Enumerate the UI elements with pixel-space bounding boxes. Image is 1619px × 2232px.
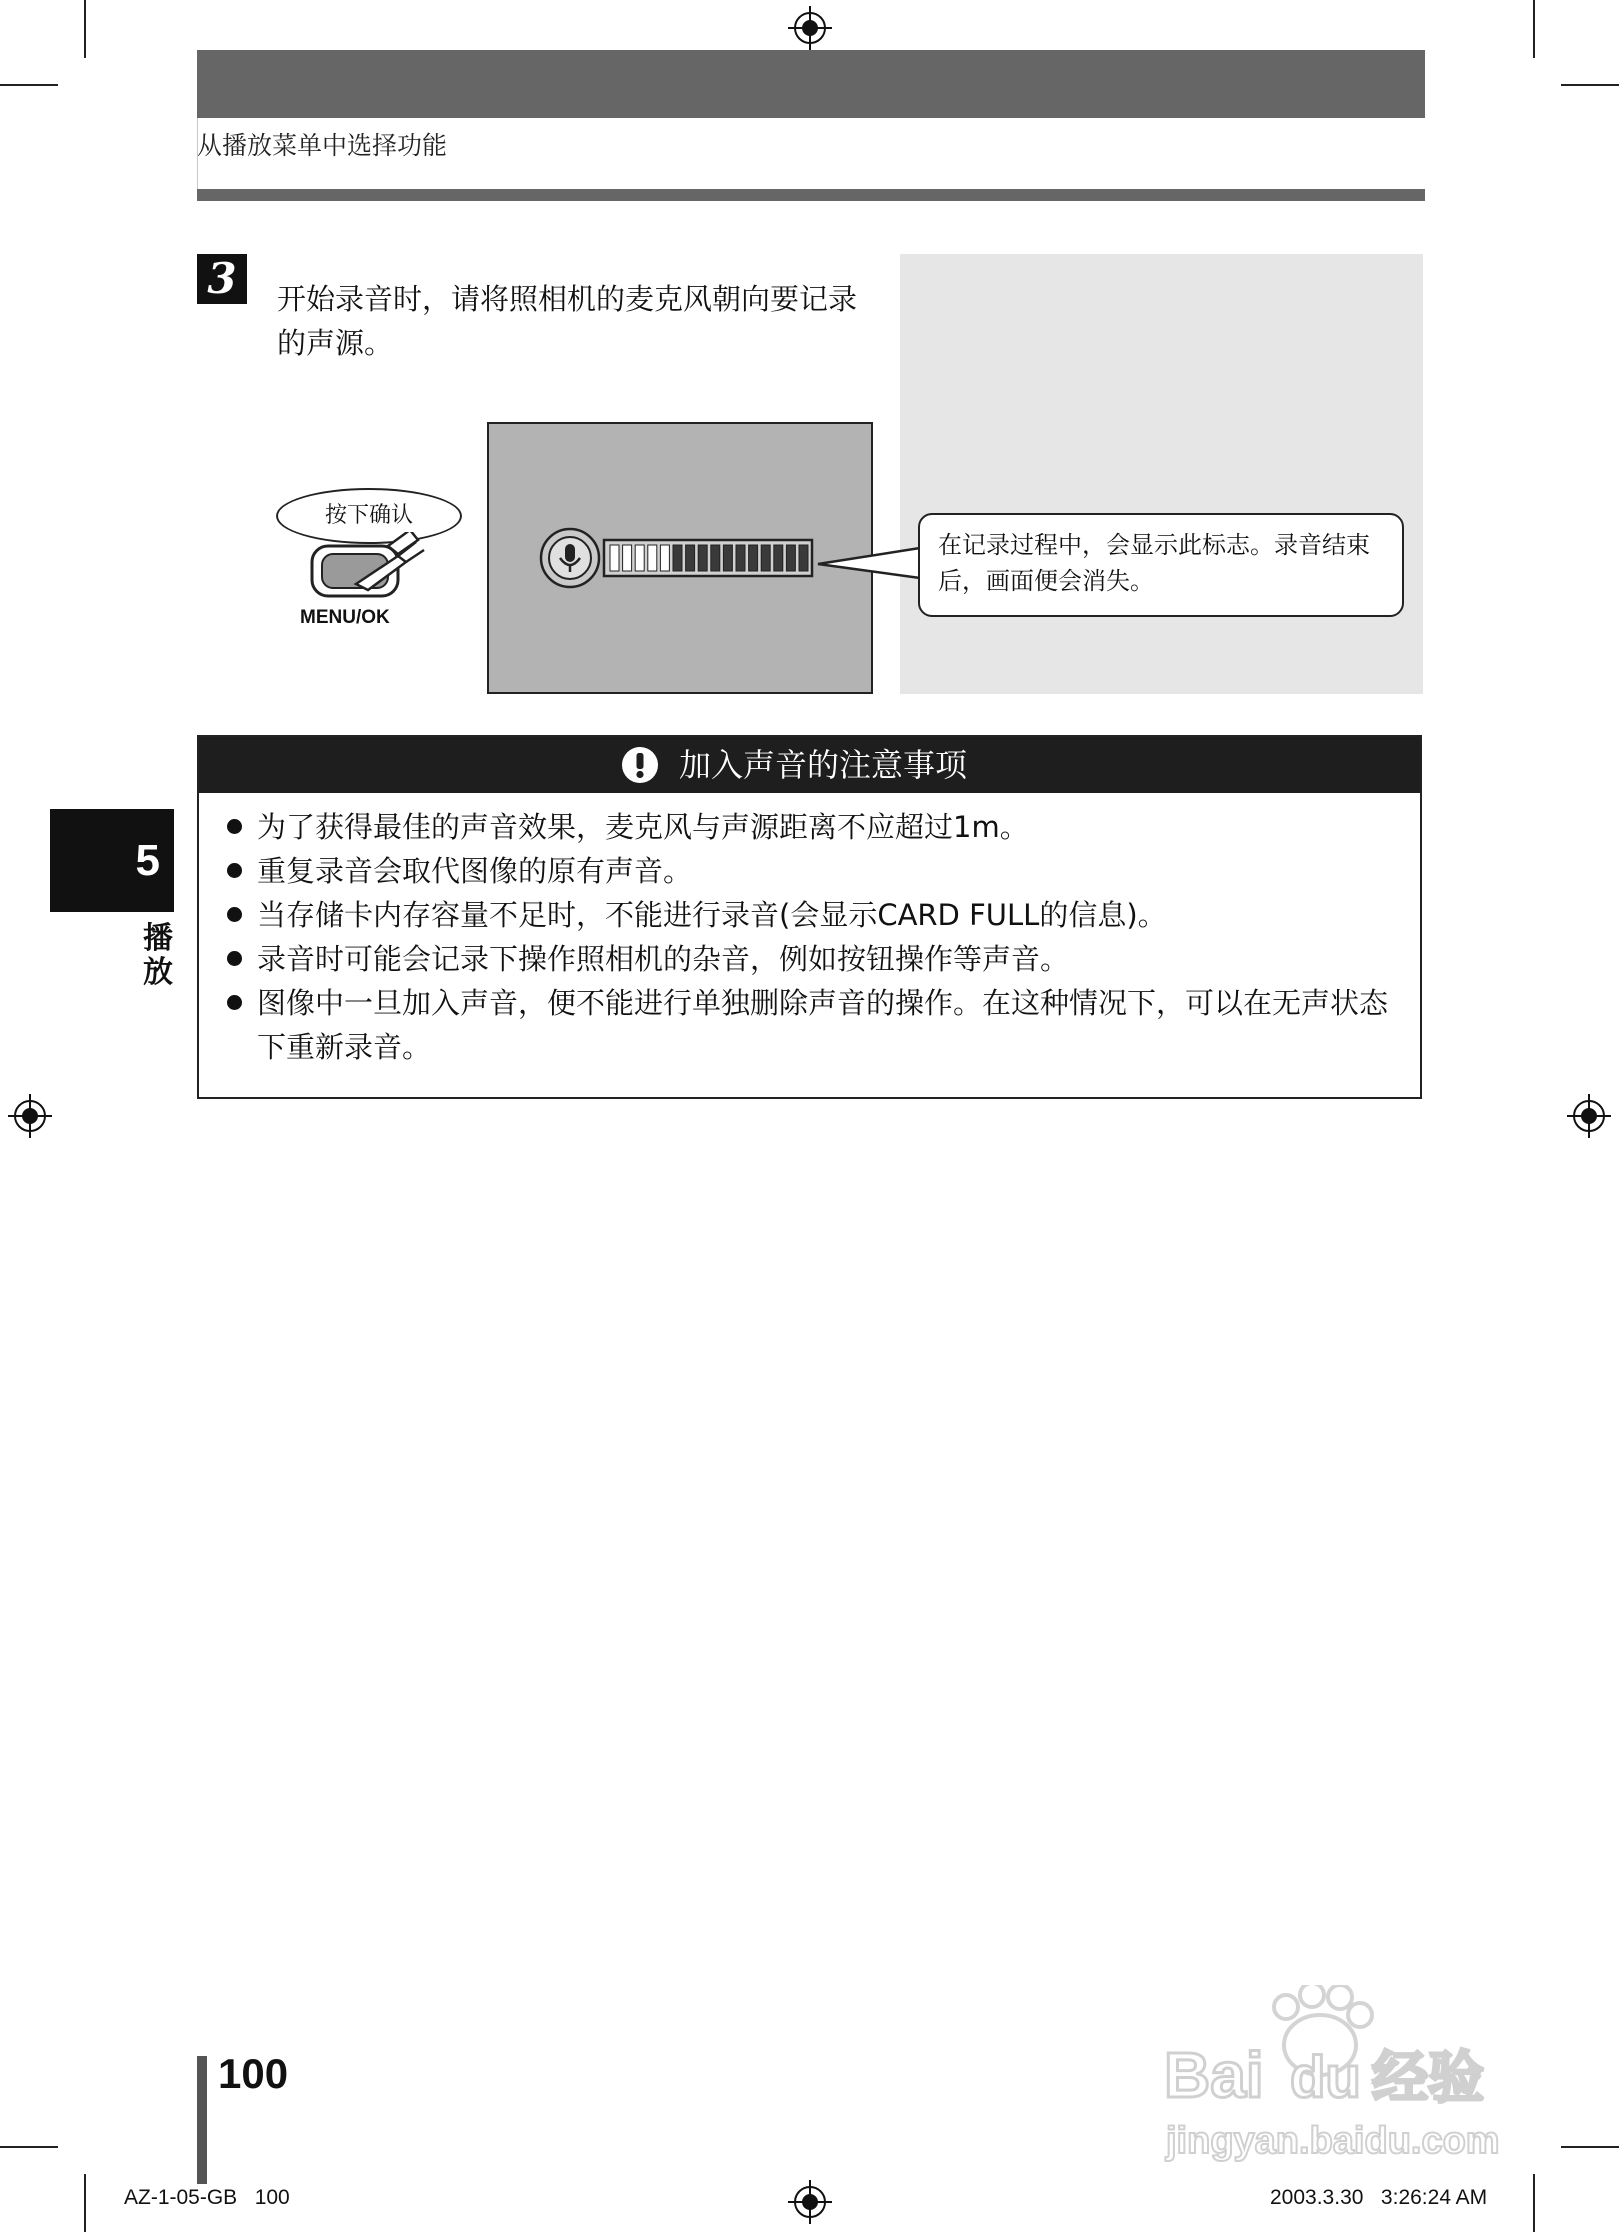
baidu-watermark — [1150, 1985, 1530, 2185]
list-item: 当存储卡内存容量不足时，不能进行录音(会显示CARD FULL的信息)。 — [223, 893, 1393, 937]
menu-ok-button-icon — [306, 532, 476, 608]
recording-indicator — [538, 526, 820, 590]
note-panel — [900, 254, 1423, 694]
page-title: 从播放菜单中选择功能 — [197, 131, 448, 160]
crop-mark — [0, 84, 58, 86]
watermark-brand-du: du — [1290, 2045, 1361, 2110]
level-segment — [660, 545, 669, 571]
step-text: 开始录音时，请将照相机的麦克风朝向要记录的声源。 — [277, 282, 858, 360]
watermark-cn: 经验 — [1372, 2046, 1484, 2111]
registration-mark-icon — [788, 6, 832, 50]
callout-box: 在记录过程中，会显示此标志。录音结束后，画面便会消失。 — [918, 513, 1404, 617]
callout-pointer — [814, 540, 924, 590]
level-segment — [786, 545, 795, 571]
level-segment — [723, 545, 732, 571]
crop-mark — [1533, 2174, 1535, 2232]
registration-mark-icon — [8, 1094, 52, 1138]
print-timestamp: 2003.3.30 3:26:24 AM — [1270, 2186, 1488, 2209]
level-segment — [761, 545, 770, 571]
list-item: 录音时可能会记录下操作照相机的杂音，例如按钮操作等声音。 — [223, 937, 1393, 981]
chapter-number: 5 — [50, 809, 174, 912]
page-number: 100 — [218, 2050, 289, 2097]
page-number-bar — [197, 2056, 207, 2184]
level-segment — [673, 545, 682, 571]
level-segment — [635, 545, 644, 571]
level-segment — [711, 545, 720, 571]
level-segment — [698, 545, 707, 571]
level-segment — [623, 545, 632, 571]
crop-mark — [0, 2146, 58, 2148]
notice-header — [199, 737, 1420, 793]
watermark-brand: Bai — [1164, 2039, 1264, 2111]
level-segment — [736, 545, 745, 571]
crop-mark — [1561, 84, 1619, 86]
watermark-url: jingyan.baidu.com — [1166, 2120, 1500, 2162]
notice-title: 加入声音的注意事项 — [679, 746, 968, 784]
list-item: 重复录音会取代图像的原有声音。 — [223, 849, 1393, 893]
header-band — [197, 50, 1425, 118]
level-segment — [648, 545, 657, 571]
list-item: 图像中一旦加入声音，便不能进行单独删除声音的操作。在这种情况下，可以在无声状态下重新录音。 — [223, 981, 1393, 1069]
crop-mark — [1533, 0, 1535, 58]
level-segment — [749, 545, 758, 571]
button-caption: 按下确认 — [276, 488, 462, 544]
notice-list — [223, 805, 1393, 1069]
step-number: 3 — [197, 254, 247, 304]
list-item: 为了获得最佳的声音效果，麦克风与声源距离不应超过1m。 — [223, 805, 1393, 849]
crop-mark — [84, 2174, 86, 2232]
notice-box — [197, 735, 1422, 1099]
level-segment — [774, 545, 783, 571]
level-segment — [610, 545, 619, 571]
menu-ok-label: MENU/OK — [300, 607, 390, 628]
chapter-label: 播放 — [143, 921, 173, 990]
registration-mark-icon — [1567, 1094, 1611, 1138]
exclamation-icon — [621, 746, 659, 784]
print-code: AZ-1-05-GB 100 — [124, 2186, 290, 2209]
header-rule — [197, 189, 1425, 201]
crop-mark — [1561, 2146, 1619, 2148]
registration-mark-icon — [788, 2180, 832, 2224]
level-segment — [686, 545, 695, 571]
crop-mark — [84, 0, 86, 58]
level-segment — [799, 545, 808, 571]
